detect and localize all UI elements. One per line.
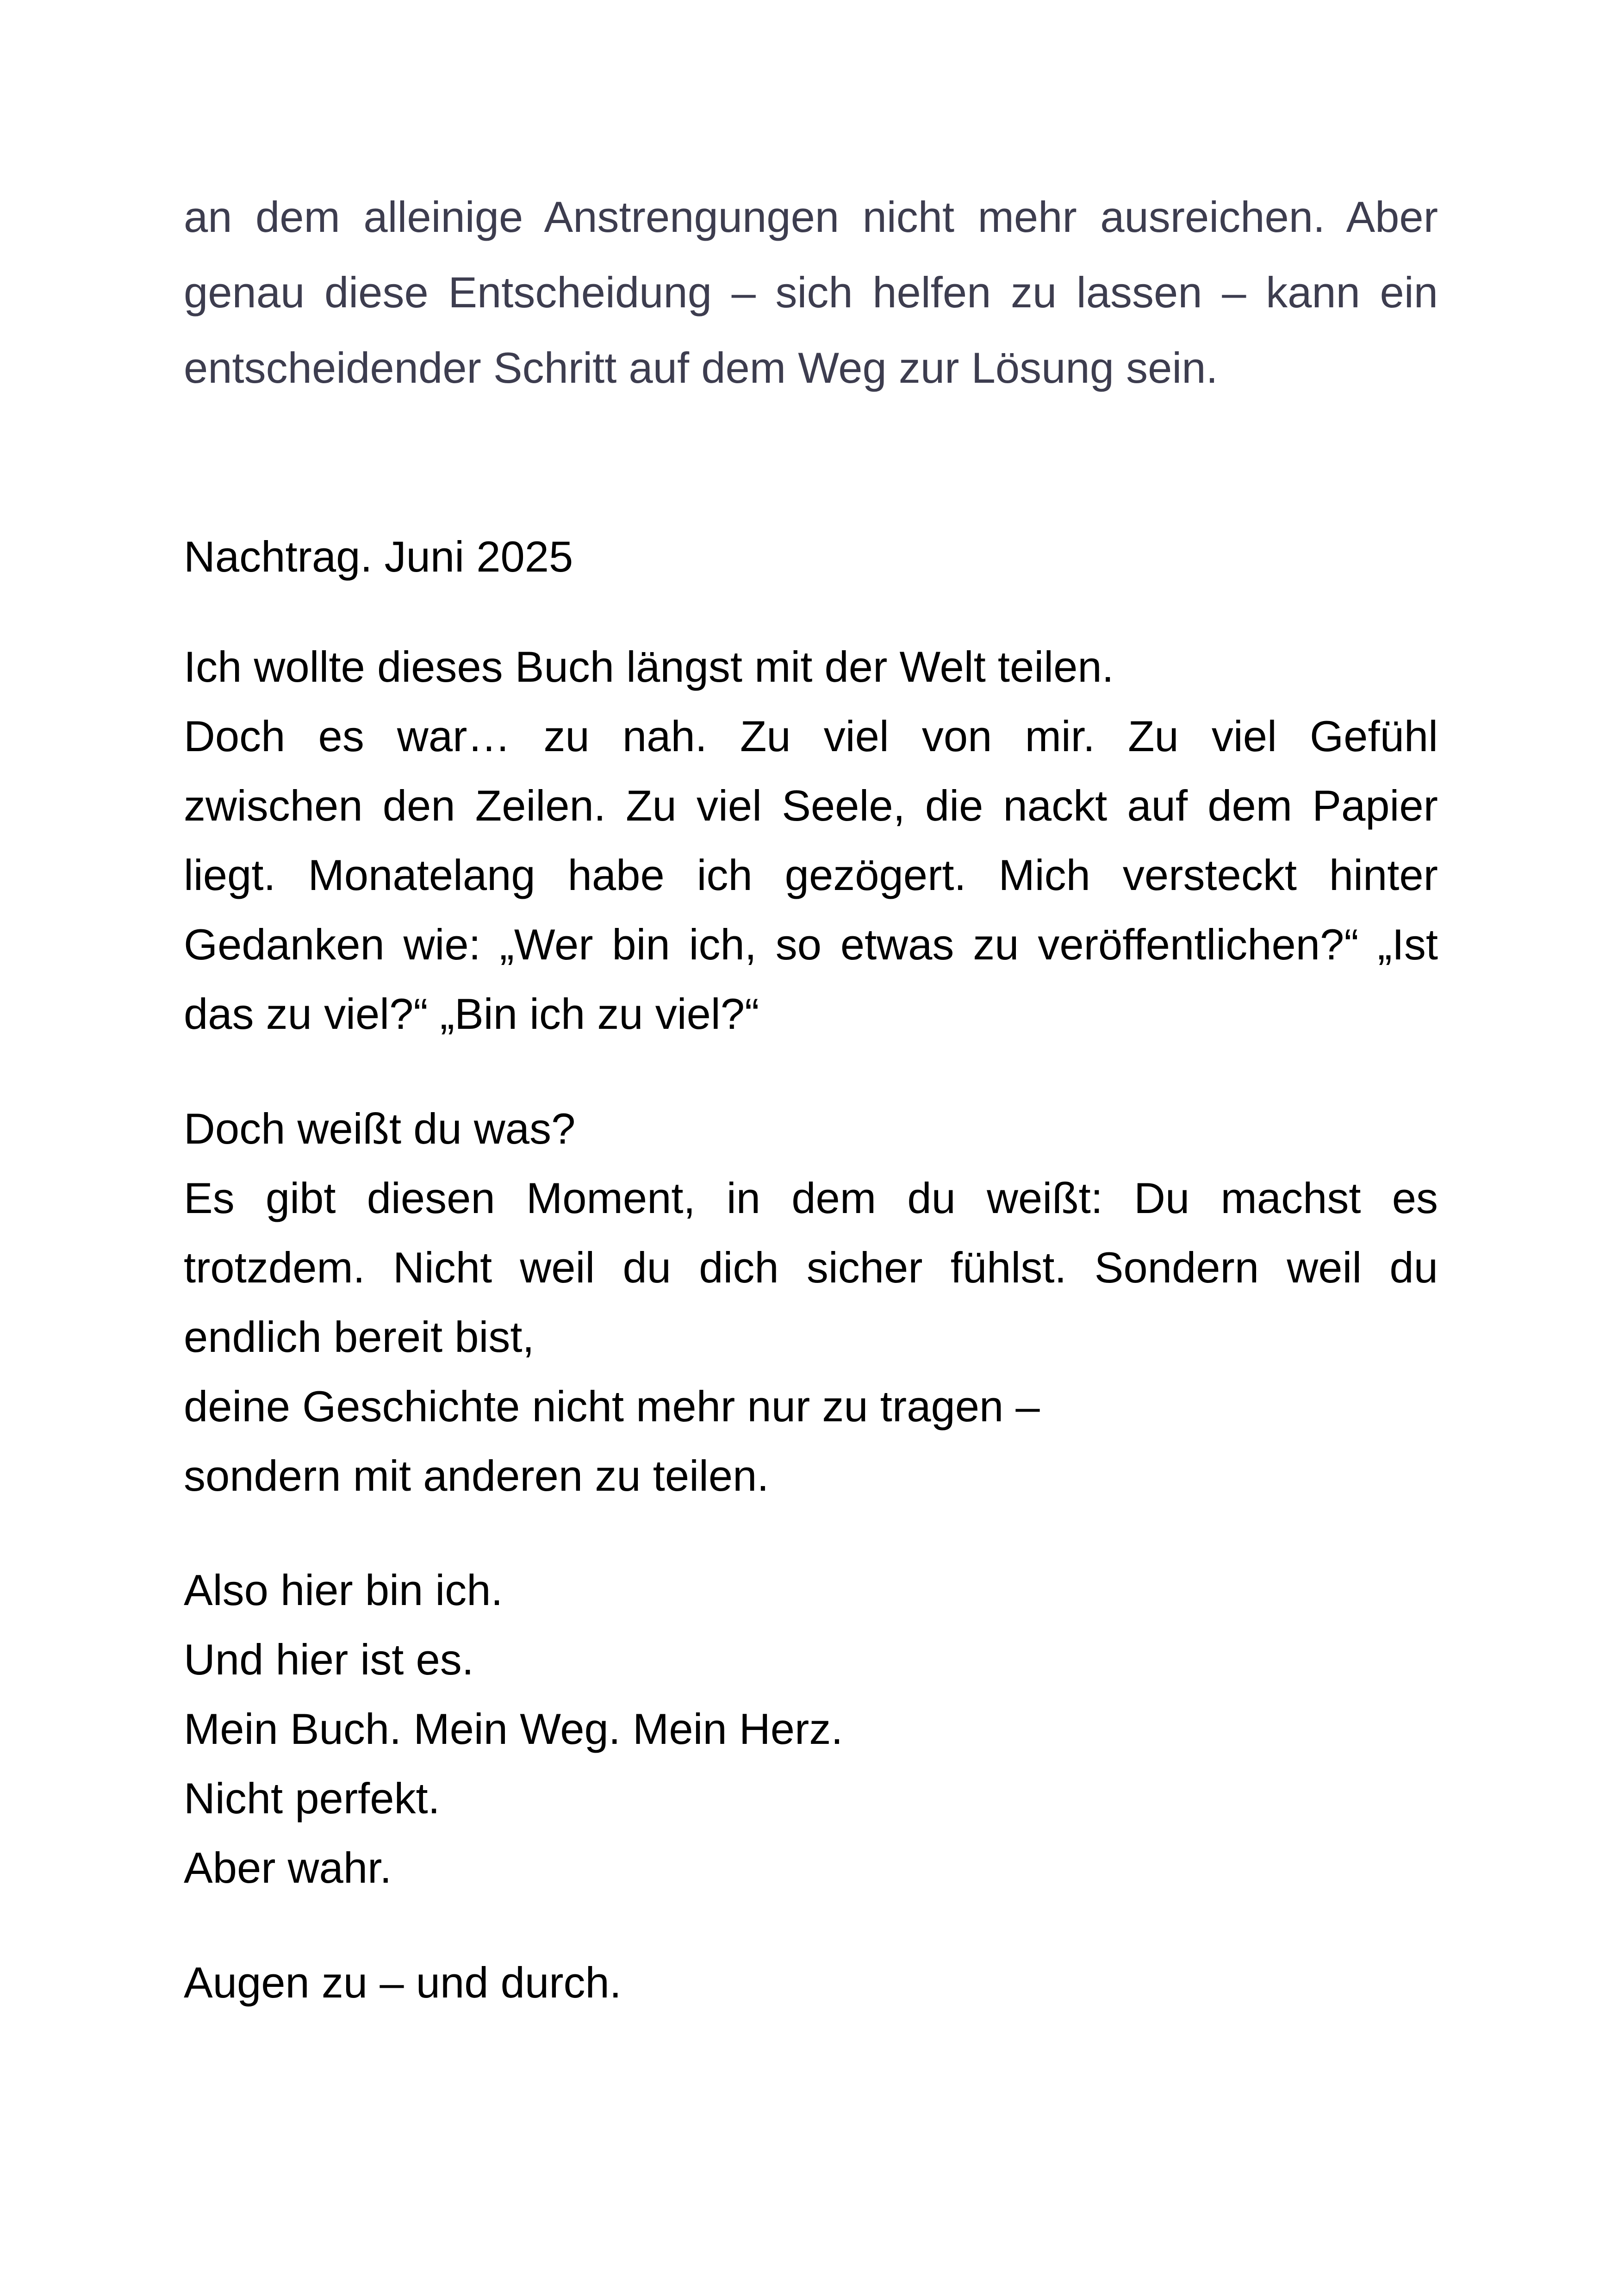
intro-line: entscheidender Schritt auf dem Weg zur Lösung sein. <box>184 343 1218 392</box>
paragraph-3 <box>184 1556 1438 1903</box>
paragraph-2 <box>184 1094 1438 1511</box>
section-heading: Nachtrag. Juni 2025 <box>184 532 573 581</box>
paragraph-line: liegt. Monatelang habe ich gezögert. Mich versteckt hinter <box>184 851 1438 899</box>
intro-line: genau diese Entscheidung – sich helfen zu lassen – kann ein <box>184 268 1438 317</box>
paragraph-line: Doch weißt du was? <box>184 1104 576 1153</box>
intro-line: an dem alleinige Anstrengungen nicht mehr ausreichen. Aber <box>184 193 1438 241</box>
paragraph-line: das zu viel?“ „Bin ich zu viel?“ <box>184 989 759 1038</box>
paragraph-line: Ich wollte dieses Buch längst mit der Welt teilen. <box>184 642 1114 691</box>
paragraph-line: Aber wahr. <box>184 1843 392 1892</box>
paragraph-line: Mein Buch. Mein Weg. Mein Herz. <box>184 1705 843 1753</box>
paragraph-line: sondern mit anderen zu teilen. <box>184 1451 769 1500</box>
paragraph-line: Doch es war… zu nah. Zu viel von mir. Zu viel Gefühl <box>184 712 1438 760</box>
paragraph-line: Augen zu – und durch. <box>184 1958 622 2007</box>
paragraph-line: endlich bereit bist, <box>184 1313 535 1361</box>
paragraph-line: Nicht perfekt. <box>184 1774 440 1823</box>
paragraph-4 <box>184 1948 1438 2017</box>
paragraph-line: Gedanken wie: „Wer bin ich, so etwas zu veröffentlichen?“ „Ist <box>184 920 1438 969</box>
paragraph-line: trotzdem. Nicht weil du dich sicher fühlst. Sondern weil du <box>184 1243 1438 1292</box>
paragraph-line: deine Geschichte nicht mehr nur zu tragen – <box>184 1382 1040 1431</box>
paragraph-1 <box>184 632 1438 1049</box>
intro-paragraph <box>184 179 1438 405</box>
paragraph-line: zwischen den Zeilen. Zu viel Seele, die nackt auf dem Papier <box>184 781 1438 830</box>
paragraph-line: Es gibt diesen Moment, in dem du weißt: Du machst es <box>184 1174 1438 1222</box>
paragraph-line: Also hier bin ich. <box>184 1566 503 1614</box>
paragraph-line: Und hier ist es. <box>184 1635 474 1684</box>
